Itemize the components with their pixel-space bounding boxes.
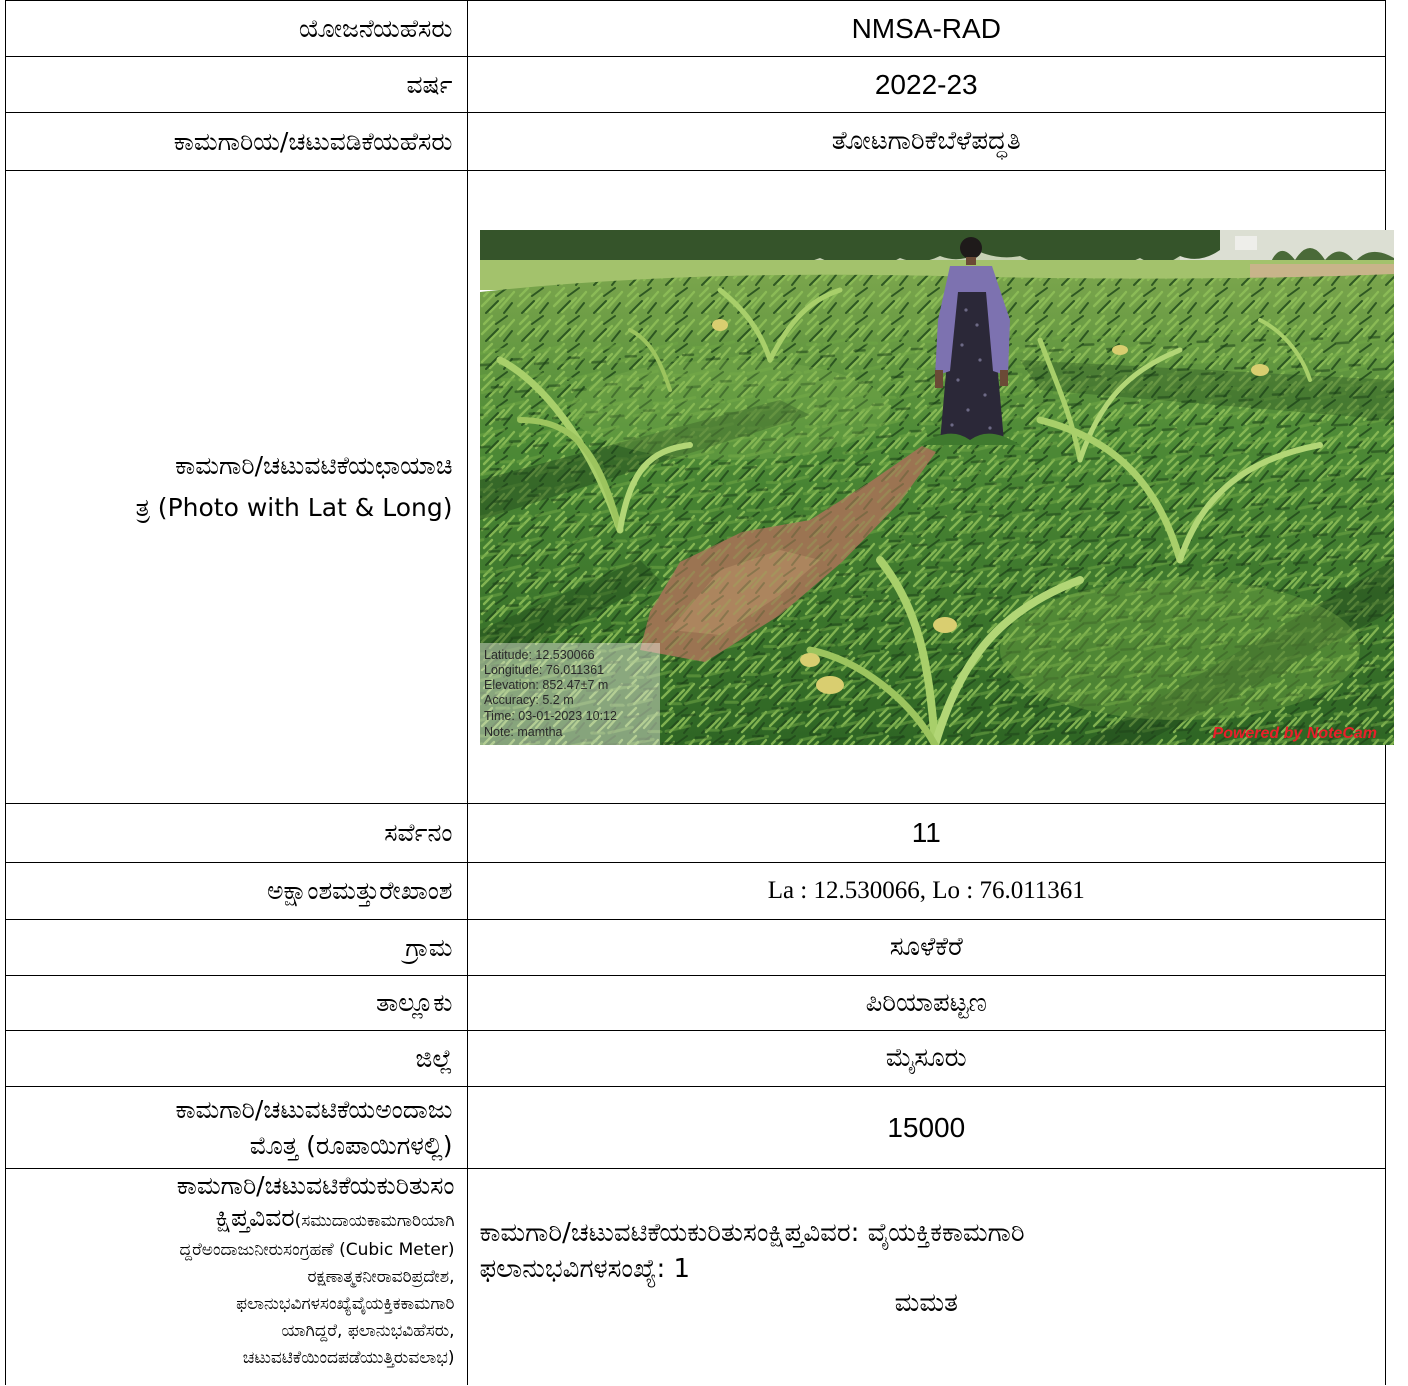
brief-label-note-line: ಯಾಗಿದ್ದರೆ, ಫಲಾನುಭವಿಹೆಸರು, [281, 1321, 455, 1341]
gps-note-text: Note: mamtha [483, 725, 563, 739]
row-year [6, 57, 1385, 113]
scheme-name-value [468, 1, 1386, 56]
gps-longitude-text: Longitude: 76.011361 [483, 663, 604, 677]
work-name-label [6, 113, 468, 170]
row-work-name [6, 113, 1385, 171]
district-value-text: ಮೈಸೂರು [885, 1043, 967, 1073]
brief-label-note-line: ದ್ದರೆಅಂದಾಜುನೀರುಸಂಗ್ರಹಣೆ (Cubic Meter) [179, 1240, 455, 1260]
gps-latitude-text: Latitude: 12.530066 [483, 648, 595, 662]
row-taluk [6, 976, 1385, 1031]
estimated-amount-label-line: ಮೊತ್ತ (ರೂಪಾಯಿಗಳಲ್ಲಿ) [249, 1130, 453, 1160]
row-estimated-amount [6, 1087, 1385, 1169]
lat-long-value-text: La : 12.530066, Lo : 76.011361 [767, 877, 1085, 904]
notecam-watermark: Powered by NoteCam [1212, 725, 1377, 742]
year-label-text: ವರ್ಷ [406, 69, 453, 99]
site-photo [480, 230, 1394, 745]
work-name-value [468, 113, 1386, 170]
year-value [468, 57, 1386, 112]
taluk-label-text: ತಾಲ್ಲೂಕು [376, 988, 453, 1017]
village-label-text: ಗ್ರಾಮ [405, 932, 453, 962]
row-lat-long [6, 863, 1385, 920]
brief-details-label [6, 1169, 468, 1385]
village-value [468, 920, 1386, 975]
estimated-amount-label [6, 1087, 468, 1168]
district-value [468, 1031, 1386, 1086]
estimated-amount-value-text: 15000 [887, 1111, 966, 1143]
village-value-text: ಸೂಳೆಕೆರೆ [889, 932, 963, 962]
year-value-text: 2022-23 [874, 68, 978, 100]
taluk-value [468, 976, 1386, 1030]
work-name-value-text: ತೋಟಗಾರಿಕೆಬೆಳೆಪದ್ಧತಿ [831, 126, 1021, 156]
photo-label-line: ತ್ರ (Photo with Lat & Long) [135, 493, 453, 522]
brief-details-value [468, 1169, 1386, 1385]
brief-value-line: ಕಾಮಗಾರಿ/ಚಟುವಟಿಕೆಯಕುರಿತುಸಂಕ್ಷಿಪ್ತವಿವರ: ವೈಯಕ್ತಿಕಕಾಮಗಾರಿ [479, 1218, 1025, 1248]
photo-gps-overlay [480, 643, 660, 745]
row-brief-details [6, 1169, 1385, 1385]
photo-label-line: ಕಾಮಗಾರಿ/ಚಟುವಟಿಕೆಯಛಾಯಾಚಿ [175, 451, 453, 480]
estimated-amount-label-line: ಕಾಮಗಾರಿ/ಚಟುವಟಿಕೆಯಅಂದಾಜು [175, 1094, 453, 1124]
taluk-label [6, 976, 468, 1030]
lat-long-label-text: ಅಕ್ಷಾಂಶಮತ್ತುರೇಖಾಂಶ [266, 876, 453, 905]
row-photo [6, 171, 1385, 804]
brief-label-note-text: (ಸಮುದಾಯಕಾಮಗಾರಿಯಾಗಿ [294, 1211, 455, 1231]
brief-label-line [215, 1202, 454, 1237]
row-survey-no [6, 804, 1385, 863]
brief-label-note-line: ಫಲಾನುಭವಿಗಳಸಂಖ್ಯೆವೈಯಕ್ತಿಕಕಾಮಗಾರಿ [236, 1294, 455, 1314]
beneficiary-name: ಮಮತ [894, 1288, 958, 1318]
scheme-name-label [6, 1, 468, 56]
work-name-label-text: ಕಾಮಗಾರಿಯ/ಚಟುವಡಿಕೆಯಹೆಸರು [173, 126, 453, 156]
estimated-amount-value [468, 1087, 1386, 1168]
lat-long-value [468, 863, 1386, 919]
survey-no-value [468, 804, 1386, 862]
survey-no-label-text: ಸರ್ವೆನಂ [384, 818, 453, 847]
row-scheme-name [6, 1, 1385, 57]
brief-label-main-text: ಕ್ಷಿಪ್ತವಿವರ [215, 1203, 295, 1232]
scheme-name-label-text: ಯೋಜನೆಯಹೆಸರು [298, 13, 453, 43]
year-label [6, 57, 468, 112]
district-label-text: ಜಿಲ್ಲೆ [415, 1043, 453, 1073]
district-label [6, 1031, 468, 1086]
brief-label-note-line: ಚಟುವಟಿಕೆಯಿಂದಪಡೆಯುತ್ತಿರುವಲಾಭ) [242, 1348, 455, 1368]
brief-label-note-line: ರಕ್ಷಣಾತ್ಮಕನೀರಾವರಿಪ್ರದೇಶ, [307, 1267, 455, 1287]
village-label [6, 920, 468, 975]
site-photo-image [480, 230, 1394, 745]
survey-no-label [6, 804, 468, 862]
brief-label-line: ಕಾಮಗಾರಿ/ಚಟುವಟಿಕೆಯಕುರಿತುಸಂ [176, 1171, 455, 1200]
photo-label [6, 171, 468, 803]
beneficiary-count-line: ಫಲಾನುಭವಿಗಳಸಂಖ್ಯೆ: 1 [479, 1254, 691, 1284]
scheme-name-value-text: NMSA-RAD [851, 12, 1001, 44]
gps-time-text: Time: 03-01-2023 10:12 [483, 709, 617, 723]
details-table [5, 0, 1386, 1385]
gps-accuracy-text: Accuracy: 5.2 m [483, 693, 574, 707]
row-village [6, 920, 1385, 976]
survey-no-value-text: 11 [911, 817, 941, 848]
taluk-value-text: ಪಿರಿಯಾಪಟ್ಟಣ [865, 987, 987, 1018]
lat-long-label [6, 863, 468, 919]
photo-cell [468, 171, 1386, 803]
gps-elevation-text: Elevation: 852.47±7 m [483, 678, 608, 692]
row-district [6, 1031, 1385, 1087]
